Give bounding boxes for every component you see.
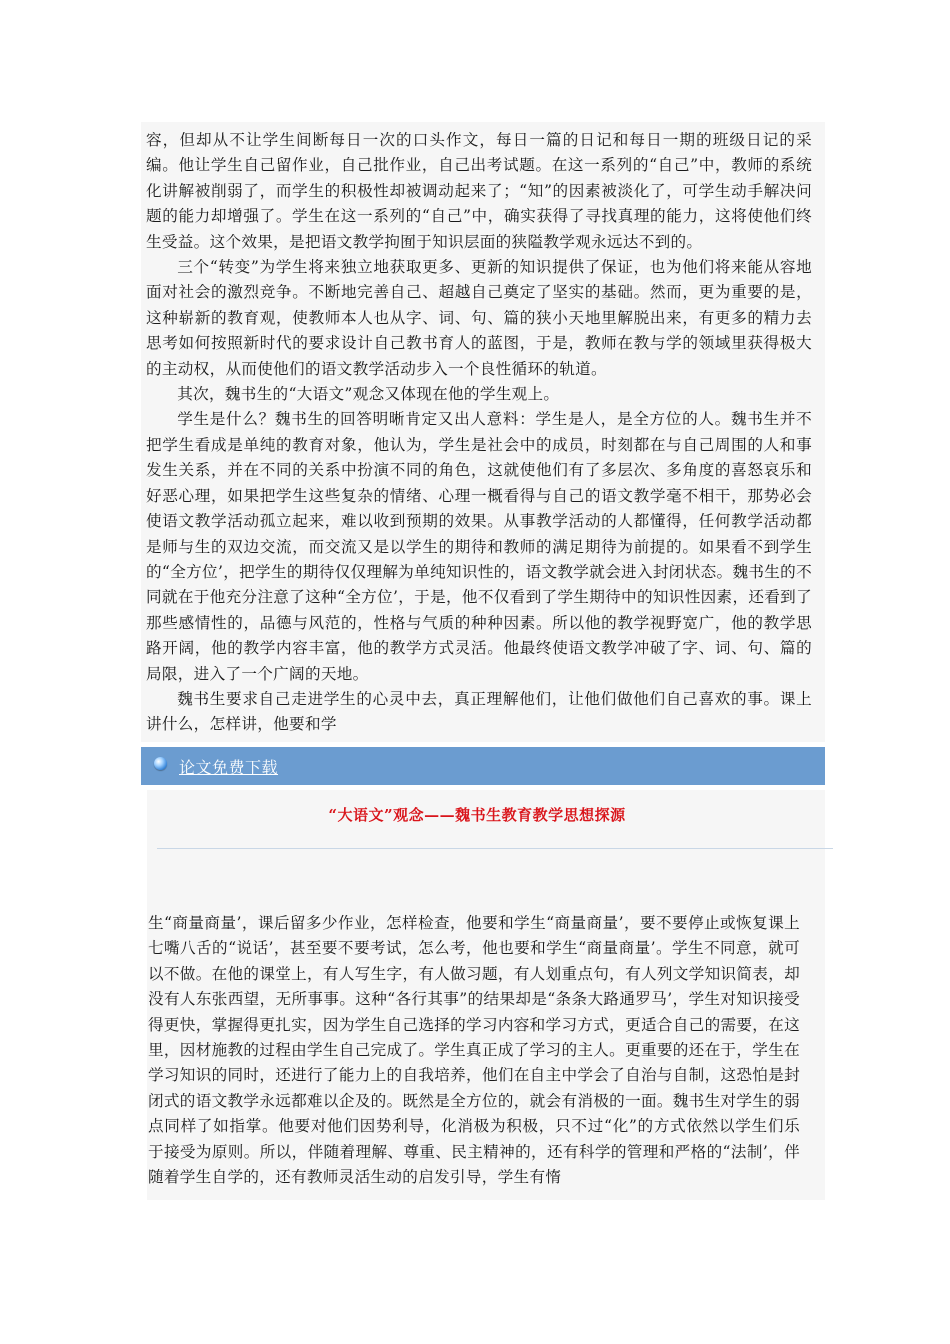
download-banner xyxy=(141,747,825,785)
paragraph: 生“商量商量’，课后留多少作业，怎样检查，他要和学生“商量商量’，要不要停止或恢复课上七嘴八舌的“说话’，甚至要不要考试，怎么考，他也要和学生“商量商量’。学生不同意，就可以不做。在他的课堂上，有人写生字，有人做习题，有人划重点句，有人列文学知识简表，却没有人东张西望，无所事事。这种“各行其事”的结果却是“条条大路通罗马’，学生对知识接受得更快，掌握得更扎实，因为学生自己选择的学习内容和学习方式，更适合自己的需要，在这里，因材施教的过程由学生自己完成了。学生真正成了学习的主人。更重要的还在于，学生在学习知识的同时，还进行了能力上的自我培养，他们在自主中学会了自治与自制，这恐怕是封闭式的语文教学永远都难以企及的。既然是全方位的，就会有消极的一面。魏书生对学生的弱点同样了如指掌。他要对他们因势利导，化消极为积极，只不过“化”的方式依然以学生们乐于接受为原则。所以，伴随着理解、尊重、民主精神的，还有科学的管理和严格的“法制’，伴随着学生自学的，还有教师灵活生动的启发引导，学生有惰 xyxy=(148,914,800,1187)
paragraph: 三个“转变”为学生将来独立地获取更多、更新的知识提供了保证，也为他们将来能从容地面对社会的激烈竞争。不断地完善自己、超越自己奠定了坚实的基础。然而，更为重要的是，这种崭新的教育观，使教师本人也从字、词、句、篇的狭小天地里解脱出来，有更多的精力去思考如何按照新时代的要求设计自己教书育人的蓝图，于是，教师在教与学的领域里获得极大的主动权，从而使他们的语文教学活动步入一个良性循环的轨道。 xyxy=(146,258,812,378)
article-text-top xyxy=(146,128,812,738)
title-divider xyxy=(157,848,833,849)
paragraph: 学生是什么？魏书生的回答明晰肯定又出人意料：学生是人，是全方位的人。魏书生并不把学生看成是单纯的教育对象，他认为，学生是社会中的成员，时刻都在与自己周围的人和事发生关系，并在不同的关系中扮演不同的角色，这就使他们有了多层次、多角度的喜怒哀乐和好恶心理，如果把学生这些复杂的情绪、心理一概看得与自己的语文教学毫不相干，那势必会使语文教学活动孤立起来，难以收到预期的效果。从事教学活动的人都懂得，任何教学活动都是师与生的双边交流，而交流又是以学生的期待和教师的满足期待为前提的。如果看不到学生的“全方位’，把学生的期待仅仅理解为单纯知识性的，语文教学就会进入封闭状态。魏书生的不同就在于他充分注意了这种“全方位’，于是，他不仅看到了学生期待中的知识性因素，还看到了那些感情性的，品德与风范的，性格与气质的种种因素。所以他的教学视野宽广，他的教学思路开阔，他的教学内容丰富，他的教学方式灵活。他最终使语文教学冲破了字、词、句、篇的局限，进入了一个广阔的天地。 xyxy=(146,410,812,683)
globe-icon xyxy=(154,757,167,770)
article-text-bottom xyxy=(148,911,800,1190)
article-text-block-top xyxy=(141,122,825,742)
free-download-link[interactable]: 论文免费下载 xyxy=(179,758,279,777)
paragraph: 其次，魏书生的“大语文”观念又体现在他的学生观上。 xyxy=(177,385,560,404)
article-text-block-bottom xyxy=(147,790,825,1200)
article-title: “大语文”观念——魏书生教育教学思想探源 xyxy=(328,806,626,824)
paragraph: 魏书生要求自己走进学生的心灵中去，真正理解他们，让他们做他们自己喜欢的事。课上讲什么，怎样讲，他要和学 xyxy=(146,689,812,734)
paragraph: 容，但却从不让学生间断每日一次的口头作文，每日一篇的日记和每日一期的班级日记的采编。他让学生自己留作业，自己批作业，自己出考试题。在这一系列的“自己”中，教师的系统化讲解被削弱了，而学生的积极性却被调动起来了；“知”的因素被淡化了，可学生动手解决问题的能力却增强了。学生在这一系列的“自己”中，确实获得了寻找真理的能力，这将使他们终生受益。这个效果，是把语文教学拘囿于知识层面的狭隘教学观永远达不到的。 xyxy=(146,131,812,251)
